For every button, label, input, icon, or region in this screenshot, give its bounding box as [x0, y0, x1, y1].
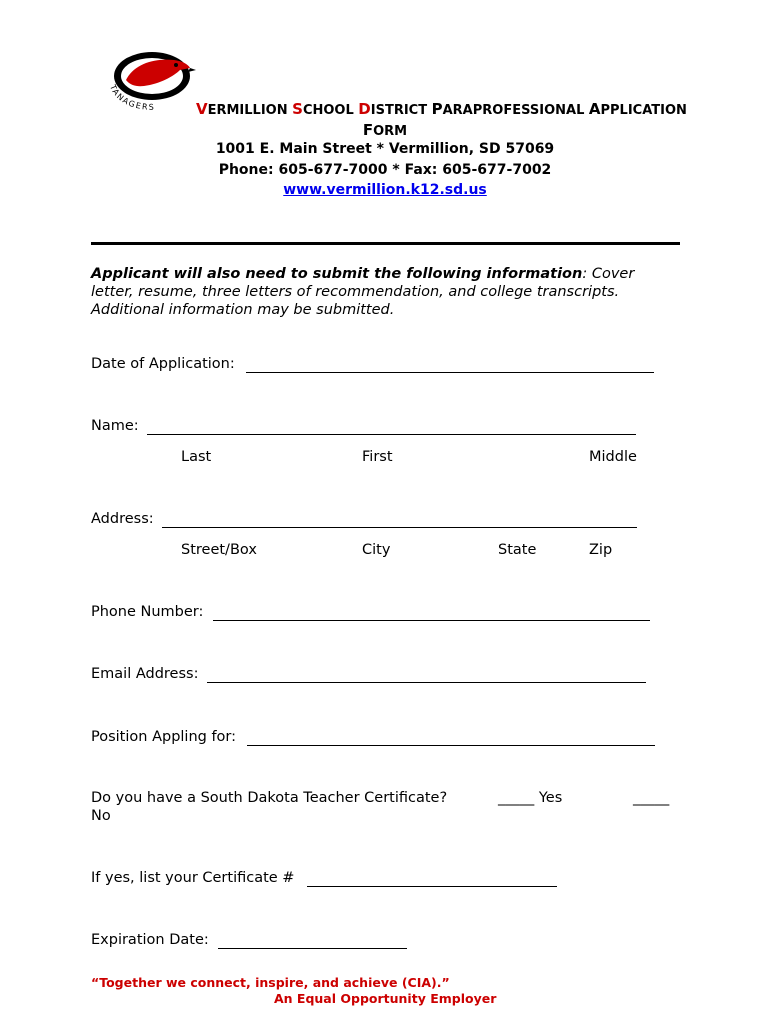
name-sub-middle: Middle	[589, 449, 637, 465]
email-field[interactable]	[207, 682, 646, 683]
address-label: Address:	[91, 511, 154, 527]
district-address: 1001 E. Main Street * Vermillion, SD 57069	[215, 141, 555, 157]
district-website-link[interactable]: www.vermillion.k12.sd.us	[283, 182, 487, 198]
name-sub-last: Last	[181, 449, 212, 465]
certificate-no-label: No	[91, 808, 111, 824]
certificate-number-field[interactable]	[307, 886, 557, 887]
certificate-yes-blank[interactable]: _____	[498, 790, 535, 806]
position-field[interactable]	[247, 745, 655, 746]
address-sub-street: Street/Box	[181, 542, 257, 558]
name-label: Name:	[91, 418, 139, 434]
certificate-no-blank[interactable]: _____	[633, 790, 670, 806]
address-sub-zip: Zip	[589, 542, 613, 558]
svg-text:TANAGERS: TANAGERS	[108, 83, 156, 112]
phone-label: Phone Number:	[91, 604, 204, 620]
date-label: Date of Application:	[91, 356, 235, 372]
form-title-line2: FORM	[362, 121, 408, 139]
certificate-yes-option[interactable]: _____ Yes	[498, 790, 563, 806]
address-field[interactable]	[162, 527, 637, 528]
expiration-field[interactable]	[218, 948, 407, 949]
phone-field[interactable]	[213, 620, 650, 621]
address-sub-city: City	[362, 542, 391, 558]
name-sub-first: First	[362, 449, 393, 465]
district-phone: Phone: 605-677-7000 * Fax: 605-677-7002	[218, 162, 552, 178]
name-field[interactable]	[147, 434, 636, 435]
logo-curved-text	[104, 46, 198, 118]
expiration-label: Expiration Date:	[91, 932, 209, 948]
certificate-question: Do you have a South Dakota Teacher Certificate?	[91, 790, 448, 806]
position-label: Position Appling for:	[91, 729, 237, 745]
date-field[interactable]	[246, 372, 654, 373]
certificate-number-label: If yes, list your Certificate #	[91, 870, 295, 886]
header-divider	[91, 242, 680, 245]
equal-opportunity-statement: An Equal Opportunity Employer	[274, 991, 497, 1006]
email-label: Email Address:	[91, 666, 199, 682]
district-motto: “Together we connect, inspire, and achieve (CIA).”	[91, 975, 450, 990]
form-title: VERMILLION SCHOOL DISTRICT PARAPROFESSIONAL APPLICATION	[196, 100, 687, 118]
tanagers-logo	[104, 46, 198, 118]
address-sub-state: State	[498, 542, 537, 558]
submission-notice: Applicant will also need to submit the following information: Cover letter, resume, three letters of recommendation, and college transcripts. Additional information may be submitted.	[91, 266, 635, 318]
